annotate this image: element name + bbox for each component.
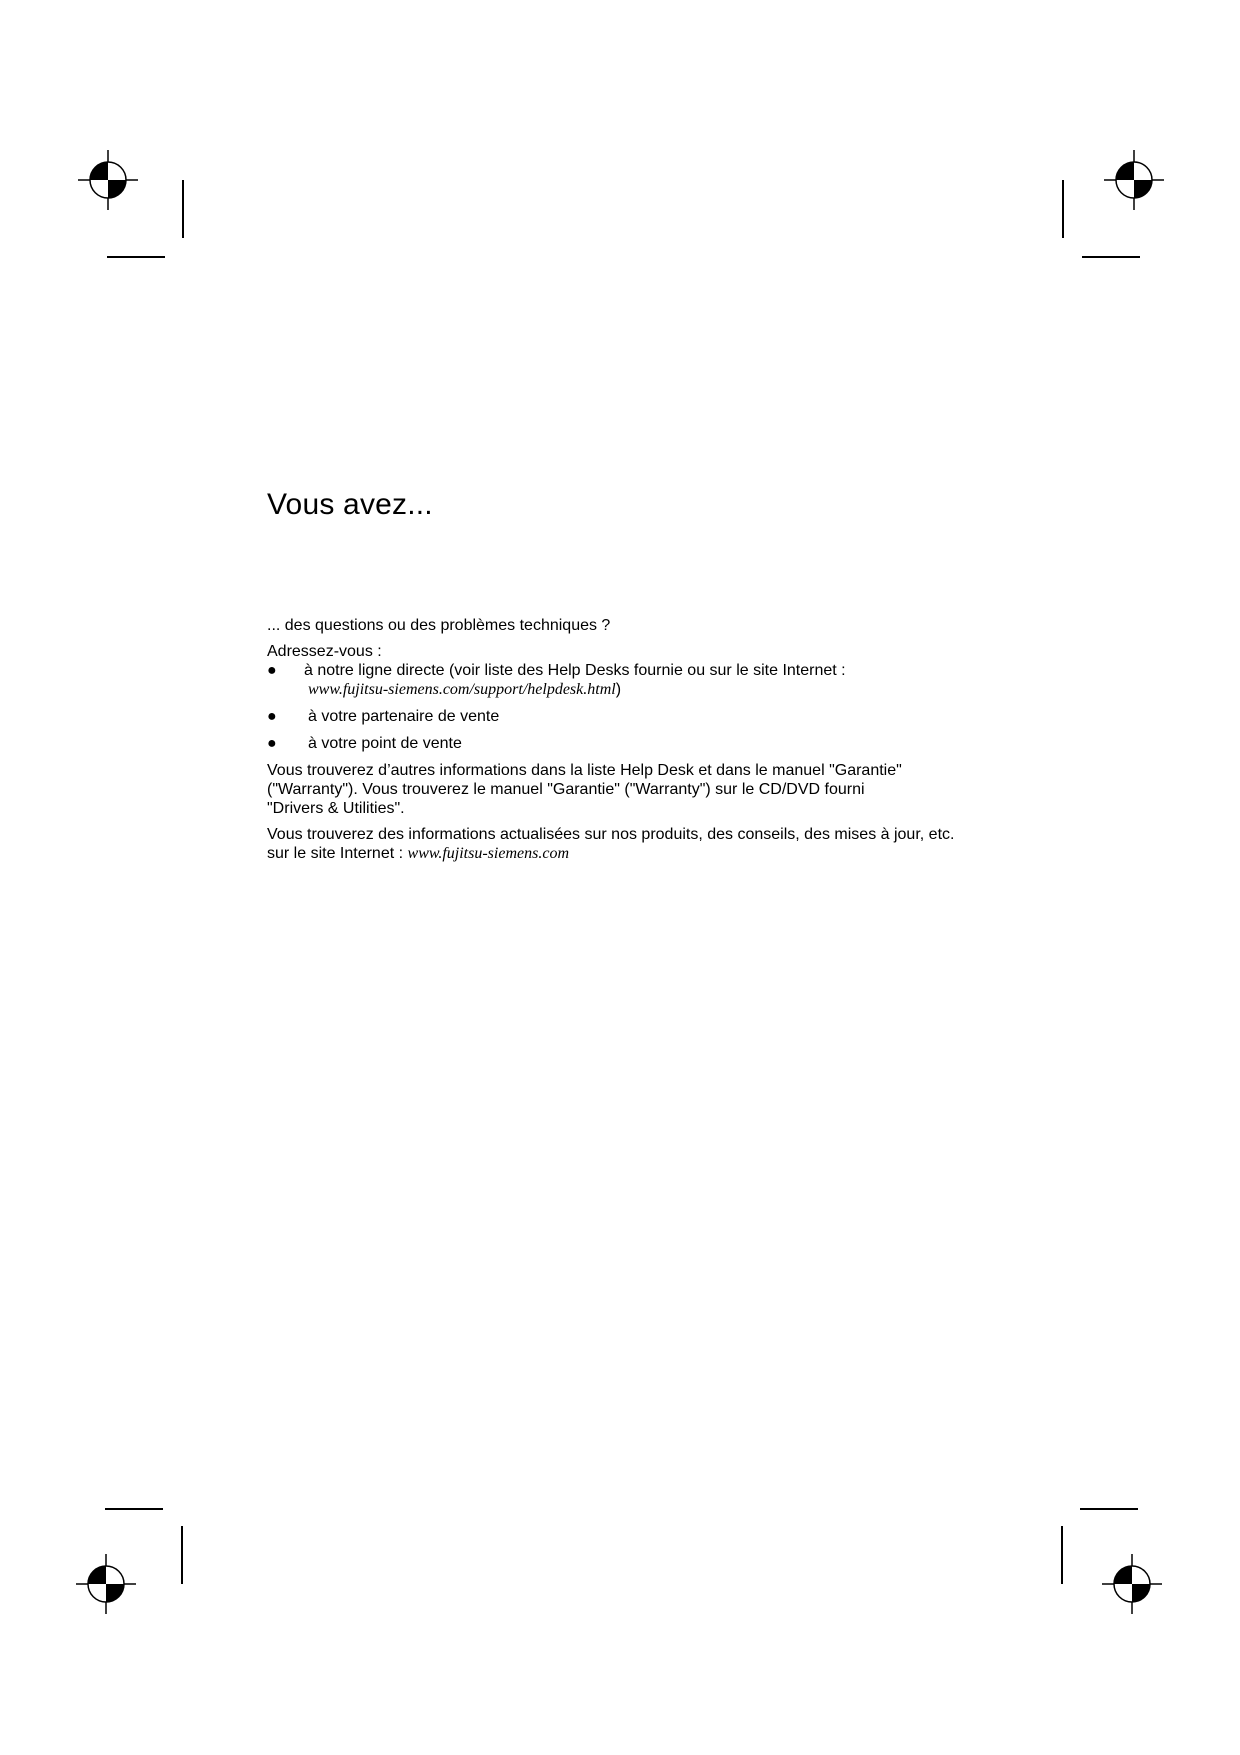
website-line-2: sur le site Internet : <box>267 845 408 862</box>
warranty-line-1: Vous trouverez d’autres informations dans la liste Help Desk et dans le manuel "Garantie" <box>267 762 902 779</box>
crop-line-bottom-right-vertical <box>1061 1526 1063 1584</box>
list-item <box>267 661 1007 699</box>
page-title: Vous avez... <box>267 488 433 521</box>
warranty-line-3: "Drivers & Utilities". <box>267 800 405 817</box>
crop-line-bottom-left-horizontal <box>105 1508 163 1510</box>
bullet-icon: ● <box>267 735 277 752</box>
registration-mark-bottom-right-icon <box>1100 1552 1164 1616</box>
helpdesk-link[interactable]: www.fujitsu-siemens.com/support/helpdesk.html <box>308 681 616 698</box>
address-label: Adressez-vous : <box>267 643 382 660</box>
registration-mark-top-left-icon <box>76 148 140 212</box>
list-item-text: à votre point de vente <box>308 735 462 752</box>
intro-text: ... des questions ou des problèmes techniques ? <box>267 617 611 634</box>
warranty-line-2: ("Warranty"). Vous trouverez le manuel "Garantie" ("Warranty") sur le CD/DVD fourni <box>267 781 865 798</box>
website-paragraph <box>267 825 1007 863</box>
website-link[interactable]: www.fujitsu-siemens.com <box>407 845 569 862</box>
registration-mark-bottom-left-icon <box>74 1552 138 1616</box>
document-body <box>267 616 1007 870</box>
warranty-paragraph <box>267 761 1007 818</box>
bullet-icon: ● <box>267 662 277 679</box>
crop-line-top-left-vertical <box>182 180 184 238</box>
crop-line-top-left-horizontal <box>107 256 165 258</box>
closing-paren: ) <box>615 681 622 698</box>
registration-mark-top-right-icon <box>1102 148 1166 212</box>
crop-line-bottom-left-vertical <box>181 1526 183 1584</box>
bullet-icon: ● <box>267 708 277 725</box>
crop-line-bottom-right-horizontal <box>1080 1508 1138 1510</box>
list-item <box>267 734 1007 753</box>
list-item-text: à votre partenaire de vente <box>308 708 500 725</box>
list-item-text: à notre ligne directe (voir liste des Help Desks fournie ou sur le site Internet : <box>304 662 846 679</box>
list-item <box>267 707 1007 726</box>
contact-list <box>267 661 1007 753</box>
website-line-1: Vous trouverez des informations actualisées sur nos produits, des conseils, des mises à jour, etc. <box>267 826 955 843</box>
crop-line-top-right-horizontal <box>1082 256 1140 258</box>
crop-line-top-right-vertical <box>1062 180 1064 238</box>
helpdesk-url-line <box>304 680 1007 699</box>
